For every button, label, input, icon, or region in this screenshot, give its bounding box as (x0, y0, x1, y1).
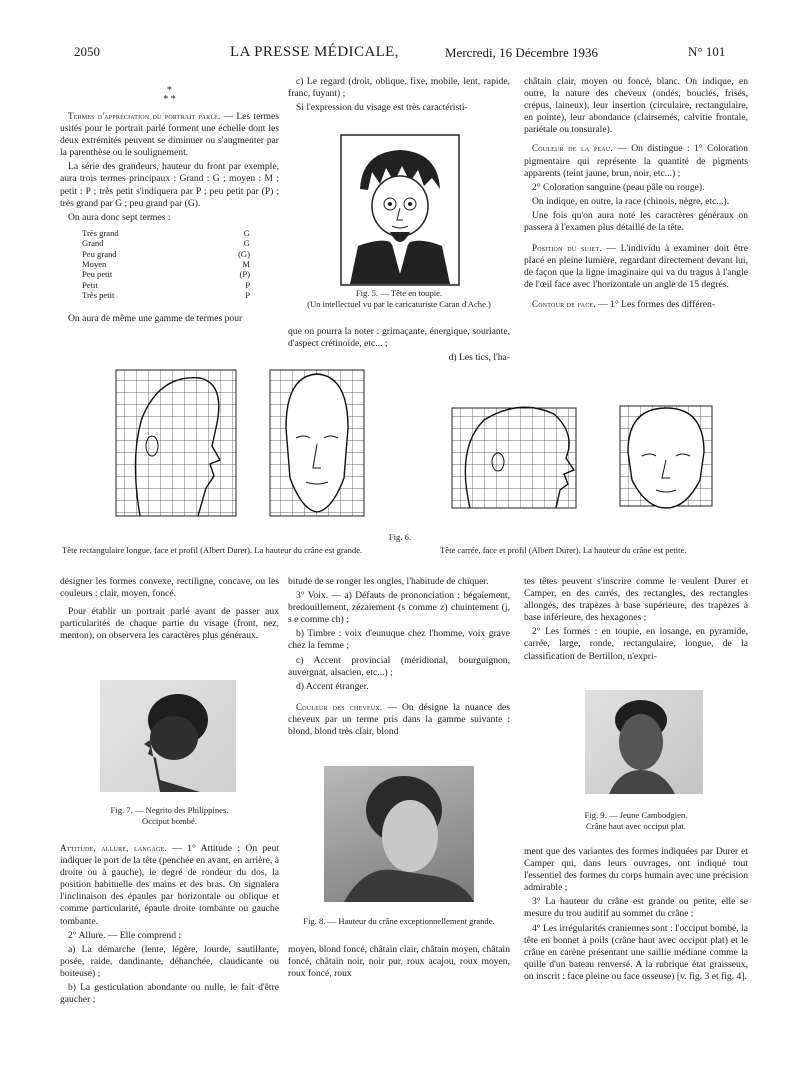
caption-line: (Un intellectuel vu par le caricaturiste Caran d'Ache.) (307, 298, 491, 309)
fig9-caption (524, 810, 748, 831)
column-3 (524, 76, 748, 313)
paragraph: 3° La hauteur du crâne est grande ou petite, elle se mesure du trou auditif au sommet du crâne ; (524, 896, 748, 920)
scale-symbol: P (245, 290, 250, 301)
issue-number: N° 101 (688, 44, 726, 59)
section-heading: Position du sujet. (532, 243, 602, 254)
issue-date: Mercredi, 16 Décembre 1936 (445, 45, 599, 60)
scale-symbol: G (243, 238, 250, 249)
paragraph: 3° Voix. — a) Défauts de prononciation : bégaiement, bredouillement, zézaiement (s comme z) chuintement (j, s e comme ch) ; (288, 590, 510, 626)
scale-term: Peu petit (82, 269, 113, 280)
caption-line: Crâne haut avec occiput plat. (586, 820, 686, 831)
scale-term: Grand (82, 238, 104, 249)
journal-title: LA PRESSE MÉDICALE, (230, 44, 399, 60)
paragraph: 4° Les irrégularités craniennes sont : l'occiput bombé, la tête en bonnet à poils (crâne haut avec occiput plat) et le crâne en carène présentant une saillie médiane comme la quille d'un bateau renversé. A la rubrique état graisseux, on inscrit : face pleine ou face osseuse) [v. fig. 3 et fig. 4]. (524, 922, 748, 982)
paragraph: — Les termes usités pour le portrait parlé forment une échelle dont les deux extrémités peuvent se diminuer ou s'augmenter par la parenthèse ou le soulignement. (60, 111, 279, 159)
column-1 (60, 86, 279, 327)
paragraph: c) Accent provincial (méridional, bourguignon, auvergnat, alsacien, etc...) ; (288, 654, 510, 678)
lower-column-2 (288, 576, 510, 740)
paragraph: La série des grandeurs, hauteur du front par exemple, aura trois termes principaux : Grand : G ; moyen : M ; petit : P ; très petit s'indiquera par P ; peu petit par (P) ; très grand par G ; peu grand par (G). (60, 161, 279, 209)
paragraph: c) Le regard (droit, oblique, fixe, mobile, lent, rapide, franc, fuyant) ; (288, 76, 510, 100)
fig9-portrait (585, 690, 703, 794)
paragraph: moyen, blond foncé, châtain clair, châtain moyen, châtain foncé, châtain noir, noir pur, roux acajou, roux moyen, roux foncé, roux (288, 944, 510, 980)
lower-column-3-continued (524, 846, 748, 985)
paragraph: que on pourra la noter : grimaçante, énergique, souriante, d'aspect crétinoïde, etc... ; (288, 326, 510, 350)
paragraph: a) La démarche (lente, légère, lourde, sautillante, posée, raide, dandinante, déhanchée, claudicante ou boiteuse) ; (60, 943, 279, 979)
scale-symbol: G (243, 227, 250, 238)
section-heading: Contour de face. (532, 298, 596, 309)
caption-line: Fig. 5. — Tête en toupie. (355, 288, 443, 298)
scale-symbol: (P) (239, 269, 250, 280)
paragraph: On aura de même une gamme de termes pour (68, 312, 243, 324)
section-heading: Termes d'appréciation du portrait parlé. (68, 111, 221, 121)
fig9-photograph (585, 690, 703, 794)
page-header (60, 44, 760, 62)
section-heading: Couleur de la peau. (532, 143, 613, 154)
fig7-profile-silhouette (100, 680, 236, 792)
paragraph: — On désigne la nuance des cheveux par un terme pris dans la gamme suivante : blond, blond très clair, blond (288, 701, 510, 738)
fig6-durer-head-grids (100, 368, 720, 518)
paragraph: — 1° Les formes des différen- (598, 298, 716, 310)
paragraph: d) Les tics, l'ha- (448, 352, 510, 364)
paragraph: b) La gesticulation abondante ou nulle, le fait d'être gaucher ; (60, 982, 279, 1006)
grade-scale (82, 228, 301, 301)
section-asterisks: * * * (163, 85, 176, 105)
paragraph: b) Timbre : voix d'eunuque chez l'homme, voix grave chez la femme ; (288, 628, 510, 652)
paragraph: bitude de se ronger les ongles, l'habitude de chiquer. (288, 576, 489, 587)
lower-column-1 (60, 576, 279, 644)
caption-line: Occiput bombé. (142, 815, 197, 826)
fig7-photograph (100, 680, 236, 792)
lower-column-3 (524, 576, 748, 665)
paragraph: ment que des variantes des formes indiquées par Durer et Camper qui, dans leurs ouvrages, ont indiqué tout l'essentiel des formes du corps humain avec une précision admirable ; (524, 846, 748, 894)
paragraph: — 1° Attitude : On peut indiquer le port de la tête (penchée en avant, en arrière, à droite ou à gauche), le degré de rondeur du dos, la position habituelle des mains et des bras. On signalera l'inclinaison des épaules par horizontale ou oblique et comme particularité, épaule droite tombante ou gauche tombante. (60, 843, 279, 927)
paragraph: Une fois qu'on aura noté les caractères généraux on passera à l'examen plus détaillé de la tête. (524, 209, 748, 234)
scale-term: Peu grand (82, 248, 117, 259)
scale-term: Très grand (82, 227, 119, 238)
paragraph: On indique, en outre, la race (chinois, nègre, etc...). (532, 195, 730, 207)
fig5-caption (288, 288, 510, 309)
section-heading: Couleur des cheveux. (296, 701, 383, 712)
fig6-caption-right: Tête carrée, face et profil (Albert Durer). La hauteur du crâne est petite. (440, 545, 687, 555)
column-2-continued (288, 326, 510, 366)
paragraph: Si l'expression du visage est très caractéristi- (296, 102, 468, 114)
fig7-caption (60, 805, 279, 826)
section-heading: Attitude, allure, langage. (60, 843, 167, 853)
paragraph: châtain clair, moyen ou foncé, blanc. On indique, en outre, la nature des cheveux (ondés, bouclés, frisés, crépus, laineux), leur insertion (circulaire, rectangulaire, en pointe), leur abondance (clairsemés, calvitie frontale, pariétale ou tonsurale). (524, 76, 748, 136)
fig6-label: Fig. 6. (388, 532, 412, 542)
scale-term: Très petit (82, 290, 115, 301)
column-2 (288, 76, 510, 116)
caption-line: Fig. 7. — Negrito des Philippines. (110, 805, 229, 815)
scale-symbol: P (245, 279, 250, 290)
fig8-portrait (324, 766, 474, 902)
paragraph: — On distingue : 1° Coloration pigmentaire qui représente la quantité de pigments apparents (teint jaune, brun, noir, etc...) ; (524, 143, 748, 179)
paragraph: d) Accent étranger. (296, 680, 369, 692)
paragraph: 2° Les formes : en toupie, en losange, en pyramide, carrée, large, ronde, rectangulaire, longue, de la classification de Bertillon, n'expri- (524, 626, 748, 662)
paragraph: 2° Coloration sanguine (peau pâle ou rouge). (532, 181, 705, 193)
page-number: 2050 (74, 44, 100, 59)
scale-symbol: M (242, 259, 250, 270)
scale-term: Moyen (82, 259, 107, 270)
paragraph: — L'individu à examiner doit être placé en pleine lumière, regardant directement devant lui, de façon que la ligne imaginaire qui va du tragus à l'angle de l'œil face avec l'horizontale un angle de 15 degrés. (524, 243, 749, 291)
lower-column-2-continued (288, 944, 510, 982)
paragraph: Pour établir un portrait parlé avant de passer aux particularités de chaque partie du visage (front, nez, menton), on observera les caractères plus généraux. (60, 606, 279, 642)
paragraph: désigner les formes convexe, rectiligne, concave, ou les couleurs : clair, moyen, foncé. (60, 576, 279, 600)
lower-column-1-continued (60, 842, 279, 1008)
fig5-caricature-illustration (340, 134, 460, 286)
caption-line: Fig. 9. — Jeune Cambodgien. (584, 810, 688, 820)
fig8-caption: Fig. 8. — Hauteur du crâne exceptionnellement grande. (303, 916, 495, 926)
fig6-caption-left: Tête rectangulaire longue, face et profil (Albert Durer). La hauteur du crâne est grande. (62, 545, 363, 555)
scale-symbol: (G) (238, 248, 250, 259)
fig8-photograph (324, 766, 474, 902)
scale-term: Petit (82, 279, 98, 290)
paragraph: On aura donc sept termes : (68, 211, 171, 223)
paragraph: tes têtes peuvent s'inscrire comme le veulent Durer et Camper, en des carrés, des rectangles, des rectangles allongés, des trapèzes à base supérieure, des trapèzes à base inférieure, des hexagones ; (524, 576, 748, 624)
paragraph: 2° Allure. — Elle comprend : (68, 929, 182, 941)
